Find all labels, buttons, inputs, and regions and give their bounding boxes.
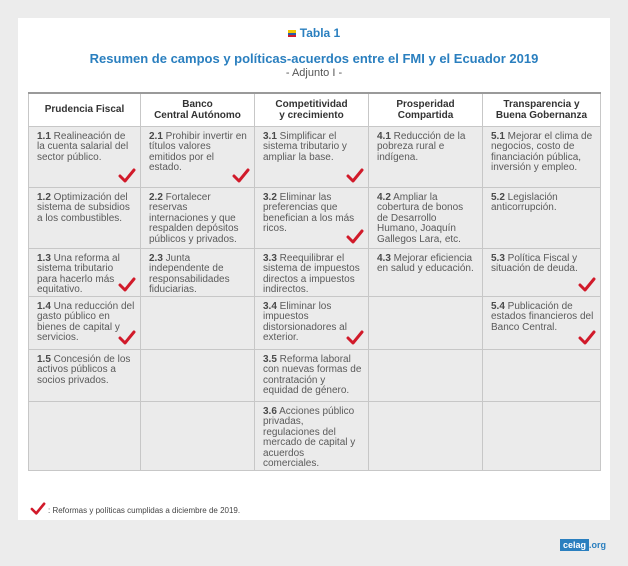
table-cell — [29, 187, 141, 248]
table-cell — [369, 126, 483, 187]
policy-number: 3.6 — [263, 405, 277, 417]
policy-number: 1.5 — [37, 353, 51, 365]
table-row — [29, 126, 601, 187]
column-header: Transparencia y Buena Gobernanza — [483, 93, 601, 126]
policy-number: 4.3 — [377, 252, 391, 264]
policy-text: Una reducción del gasto público en bienes de capital y servicios. — [37, 300, 135, 343]
policy-number: 2.1 — [149, 130, 163, 142]
table-cell — [483, 349, 601, 401]
policy-table — [28, 92, 601, 471]
check-icon — [30, 502, 46, 516]
check-icon — [118, 330, 136, 346]
policy-text: Concesión de los activos públicos a socios privados. — [37, 353, 131, 386]
ecuador-flag-icon — [288, 30, 296, 37]
policy-text: Eliminar las preferencias que benefician a los más ricos. — [263, 191, 355, 234]
policy-text: Mejorar eficiencia en salud y educación. — [377, 252, 474, 274]
table-header-row — [29, 93, 601, 126]
policy-text: Prohibir invertir en títulos valores emitidos por el estado. — [149, 130, 247, 173]
policy-text: Reforma laboral con nuevas formas de contratación y equidad de género. — [263, 353, 362, 396]
table-cell — [29, 349, 141, 401]
table-cell — [255, 126, 369, 187]
policy-number: 3.4 — [263, 300, 277, 312]
table-cell — [483, 401, 601, 470]
policy-number: 3.3 — [263, 252, 277, 264]
table-row — [29, 296, 601, 349]
table-cell — [255, 401, 369, 470]
policy-text: Una reforma al sistema tributario para hacerlo más equitativo. — [37, 252, 120, 295]
table-cell — [255, 187, 369, 248]
table-cell — [29, 296, 141, 349]
table-cell — [29, 248, 141, 296]
table-row — [29, 401, 601, 470]
table-cell — [369, 349, 483, 401]
column-header: Prosperidad Compartida — [369, 93, 483, 126]
policy-text: Realineación de la cuenta salarial del sector público. — [37, 130, 129, 163]
policy-text: Legislación anticorrupción. — [491, 191, 558, 213]
check-icon — [346, 330, 364, 346]
policy-text: Publicación de estados financieros del Banco Central. — [491, 300, 594, 333]
policy-number: 5.4 — [491, 300, 505, 312]
brand-tld: .org — [589, 540, 607, 550]
check-icon — [118, 168, 136, 184]
policy-number: 1.4 — [37, 300, 51, 312]
table-cell — [141, 296, 255, 349]
policy-number: 3.1 — [263, 130, 277, 142]
policy-number: 5.3 — [491, 252, 505, 264]
brand-name: celag — [560, 539, 589, 551]
table-label — [18, 26, 610, 40]
check-icon — [578, 330, 596, 346]
table-row — [29, 248, 601, 296]
policy-text: Eliminar los impuestos distorsionadores al exterior. — [263, 300, 347, 343]
column-header: Competitividad y crecimiento — [255, 93, 369, 126]
table-row — [29, 349, 601, 401]
table-cell — [483, 248, 601, 296]
celag-logo — [560, 538, 606, 553]
table-cell — [255, 349, 369, 401]
policy-text: Junta independente de responsabilidades fiduciarias. — [149, 252, 230, 295]
table-cell — [141, 187, 255, 248]
table-cell — [369, 187, 483, 248]
table-cell — [369, 296, 483, 349]
policy-number: 3.2 — [263, 191, 277, 203]
table-label-text: Tabla 1 — [299, 26, 341, 40]
table-row — [29, 187, 601, 248]
table-cell — [483, 187, 601, 248]
table-cell — [483, 126, 601, 187]
table-cell — [141, 248, 255, 296]
policy-text: Optimización del sistema de subsidios a los combustibles. — [37, 191, 130, 224]
policy-number: 3.5 — [263, 353, 277, 365]
table-cell — [29, 401, 141, 470]
policy-number: 5.1 — [491, 130, 505, 142]
policy-number: 5.2 — [491, 191, 505, 203]
policy-text: Política Fiscal y situación de deuda. — [491, 252, 578, 274]
table-cell — [141, 126, 255, 187]
table-card — [18, 18, 610, 520]
policy-number: 1.1 — [37, 130, 51, 142]
table-cell — [141, 401, 255, 470]
policy-text: Fortalecer reservas internaciones y que respalden depósitos públicos y privados. — [149, 191, 239, 245]
table-cell — [483, 296, 601, 349]
table-title: Resumen de campos y políticas-acuerdos entre el FMI y el Ecuador 2019 — [89, 51, 539, 66]
policy-text: Reequilibrar el sistema de impuestos directos a impuestos indirectos. — [263, 252, 360, 295]
table-cell — [29, 126, 141, 187]
policy-text: Mejorar el clima de negocios, costo de financiación pública, inversión y empleo. — [491, 130, 593, 173]
policy-number: 4.2 — [377, 191, 391, 203]
check-icon — [346, 229, 364, 245]
table-subtitle: - Adjunto I - — [285, 67, 343, 79]
table-cell — [255, 248, 369, 296]
table-body — [29, 126, 601, 470]
policy-text: Reducción de la pobreza rural e indígena. — [377, 130, 466, 163]
policy-number: 2.2 — [149, 191, 163, 203]
footnote-text: : Reformas y políticas cumplidas a diciembre de 2019. — [48, 506, 241, 515]
check-icon — [578, 277, 596, 293]
policy-number: 2.3 — [149, 252, 163, 264]
table-cell — [369, 248, 483, 296]
footnote — [30, 502, 240, 516]
check-icon — [346, 168, 364, 184]
policy-text: Acciones público privadas, regulaciones del mercado de capital y acuerdos comerciales. — [263, 405, 356, 469]
table-cell — [141, 349, 255, 401]
policy-number: 1.3 — [37, 252, 51, 264]
column-header: Banco Central Autónomo — [141, 93, 255, 126]
policy-text: Simplificar el sistema tributario y ampliar la base. — [263, 130, 347, 163]
policy-number: 4.1 — [377, 130, 391, 142]
policy-number: 1.2 — [37, 191, 51, 203]
check-icon — [118, 277, 136, 293]
table-cell — [255, 296, 369, 349]
table-cell — [369, 401, 483, 470]
column-header: Prudencia Fiscal — [29, 93, 141, 126]
check-icon — [232, 168, 250, 184]
policy-text: Ampliar la cobertura de bonos de Desarrollo Humano, Joaquín Gallegos Lara, etc. — [377, 191, 464, 245]
